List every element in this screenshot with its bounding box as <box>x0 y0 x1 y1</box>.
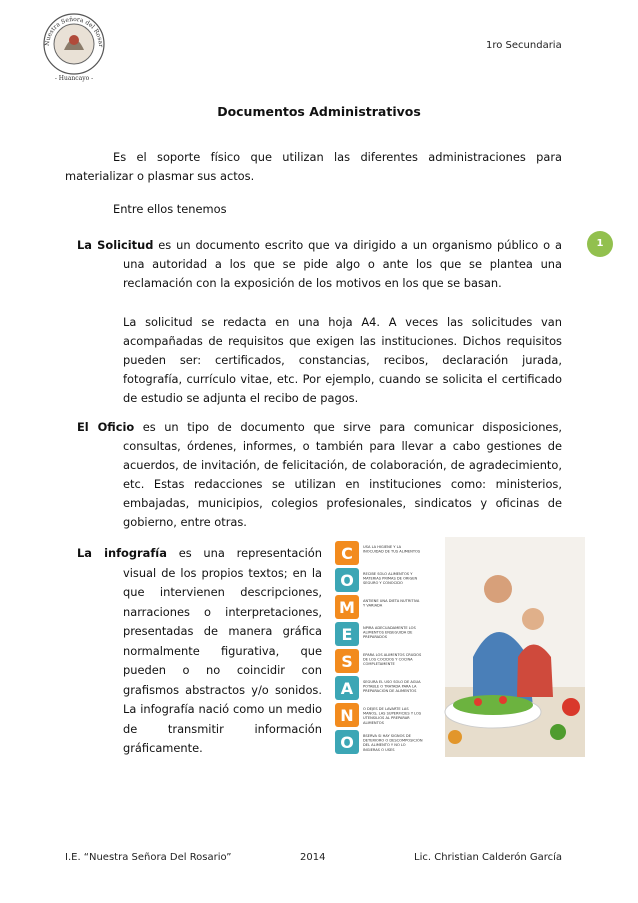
grade-label: 1ro Secundaria <box>486 40 562 51</box>
poster-tip: RECIBE SOLO ALIMENTOS Y MATERIAS PRIMAS DE ORIGEN SEGURO Y CONOCIDO <box>363 572 418 586</box>
poster-tip: EPARA LOS ALIMENTOS CRUDOS DE LOS COCIDOS Y COCINA COMPLETAMENTE <box>363 653 422 667</box>
oficio-text: es un tipo de documento que sirve para comunicar disposiciones, consultas, órdenes, informes, o también para llevar a cabo gestiones de acuerdos, de invitación, de felicitación, de colaboración, de agradecimiento, etc. Estas redacciones se utilizan en instituciones como: ministerios, embajadas, municipios, colegios profesionales, sindicatos y oficinas de gobierno, entre otras. <box>123 420 562 529</box>
poster-letter-block <box>335 730 359 754</box>
solicitud-text: es un documento escrito que va dirigido a un organismo público o a una autoridad a los que se pide algo o ante los que se plantea una reclamación con la exposición de los motivos en los que se basan. <box>123 238 562 290</box>
footer-year: 2014 <box>300 852 326 863</box>
poster-tip: O DEJES DE LAVARTE LAS MANOS, LAS SUPERFICIES Y LOS UTENSILIOS AL PREPARAR ALIMENTOS <box>363 707 422 725</box>
oficio-term: El Oficio <box>77 420 135 434</box>
poster-letter-block <box>335 622 359 646</box>
poster-letter: C <box>341 544 353 563</box>
school-seal-logo <box>38 10 110 82</box>
poster-letter: O <box>340 733 354 752</box>
poster-tip: NPIRA ADECUADAMENTE LOS ALIMENTOS ENSEGUIDA DE PREPARADOS <box>363 626 416 640</box>
infografia-definition <box>77 544 322 759</box>
seal-text: Nuestra Señora del Rosar <box>43 15 105 48</box>
poster-tip: BSERVA SI HAY SIGNOS DE DETERIORO O DESCOMPOSICIÓN DEL ALIMENTO Y NO LO INGIERAS O USES <box>363 734 423 752</box>
seal-location: - Huancayo - <box>54 75 94 82</box>
page-title: Documentos Administrativos <box>217 104 421 119</box>
poster-letter: S <box>341 652 353 671</box>
infografia-text: es una representación visual de los propios textos; en la que intervienen descripciones, narraciones o interpretaciones, presentadas de manera gráfica normalmente figurativa, que pueden o no coincidir con grafismos abstractos y/o sonidos. La infografía nació como un medio de transmitir información gráficamente. <box>123 546 322 755</box>
comesano-infographic-image <box>333 537 585 757</box>
intro-lead: Entre ellos tenemos <box>113 202 227 216</box>
footer-school: I.E. “Nuestra Señora Del Rosario” <box>65 852 232 863</box>
solicitud-definition <box>77 236 562 293</box>
oficio-definition <box>77 418 562 532</box>
poster-letter: O <box>340 571 354 590</box>
page-number-badge: 1 <box>587 231 613 257</box>
poster-letter: A <box>340 679 354 698</box>
poster-letter-block <box>335 541 359 565</box>
poster-tip: USA LA HIGIENE Y LA INOCUIDAD DE TUS ALIMENTOS <box>363 545 421 554</box>
infografia-term: La infografía <box>77 546 167 560</box>
poster-letter-block <box>335 703 359 727</box>
solicitud-term: La Solicitud <box>77 238 154 252</box>
poster-letter-block <box>335 568 359 592</box>
poster-letter-block <box>335 649 359 673</box>
poster-tip: SEGURA EL USO SOLO DE AGUA POTABLE O TRATADA PARA LA PREPARACIÓN DE ALIMENTOS <box>363 680 421 694</box>
poster-letter: N <box>340 706 354 725</box>
poster-letter: M <box>339 598 355 617</box>
poster-letter: E <box>341 625 353 644</box>
poster-tip: ANTIENE UNA DIETA NUTRITIVA Y VARIADA <box>363 599 420 608</box>
intro-paragraph: Es el soporte físico que utilizan las diferentes administraciones para materializar o plasmar sus actos. <box>65 150 562 183</box>
poster-letter-block <box>335 676 359 700</box>
footer-author: Lic. Christian Calderón García <box>414 852 563 863</box>
poster-letter-block <box>335 595 359 619</box>
solicitud-details: La solicitud se redacta en una hoja A4. A veces las solicitudes van acompañadas de requisitos que exigen las instituciones. Dichos requisitos pueden ser: certificados, constancias, recibos, declaración jurada, fotografía, currículo vitae, etc. Por ejemplo, cuando se solicita el certificado de estudio se adjunta el recibo de pagos. <box>123 315 562 405</box>
